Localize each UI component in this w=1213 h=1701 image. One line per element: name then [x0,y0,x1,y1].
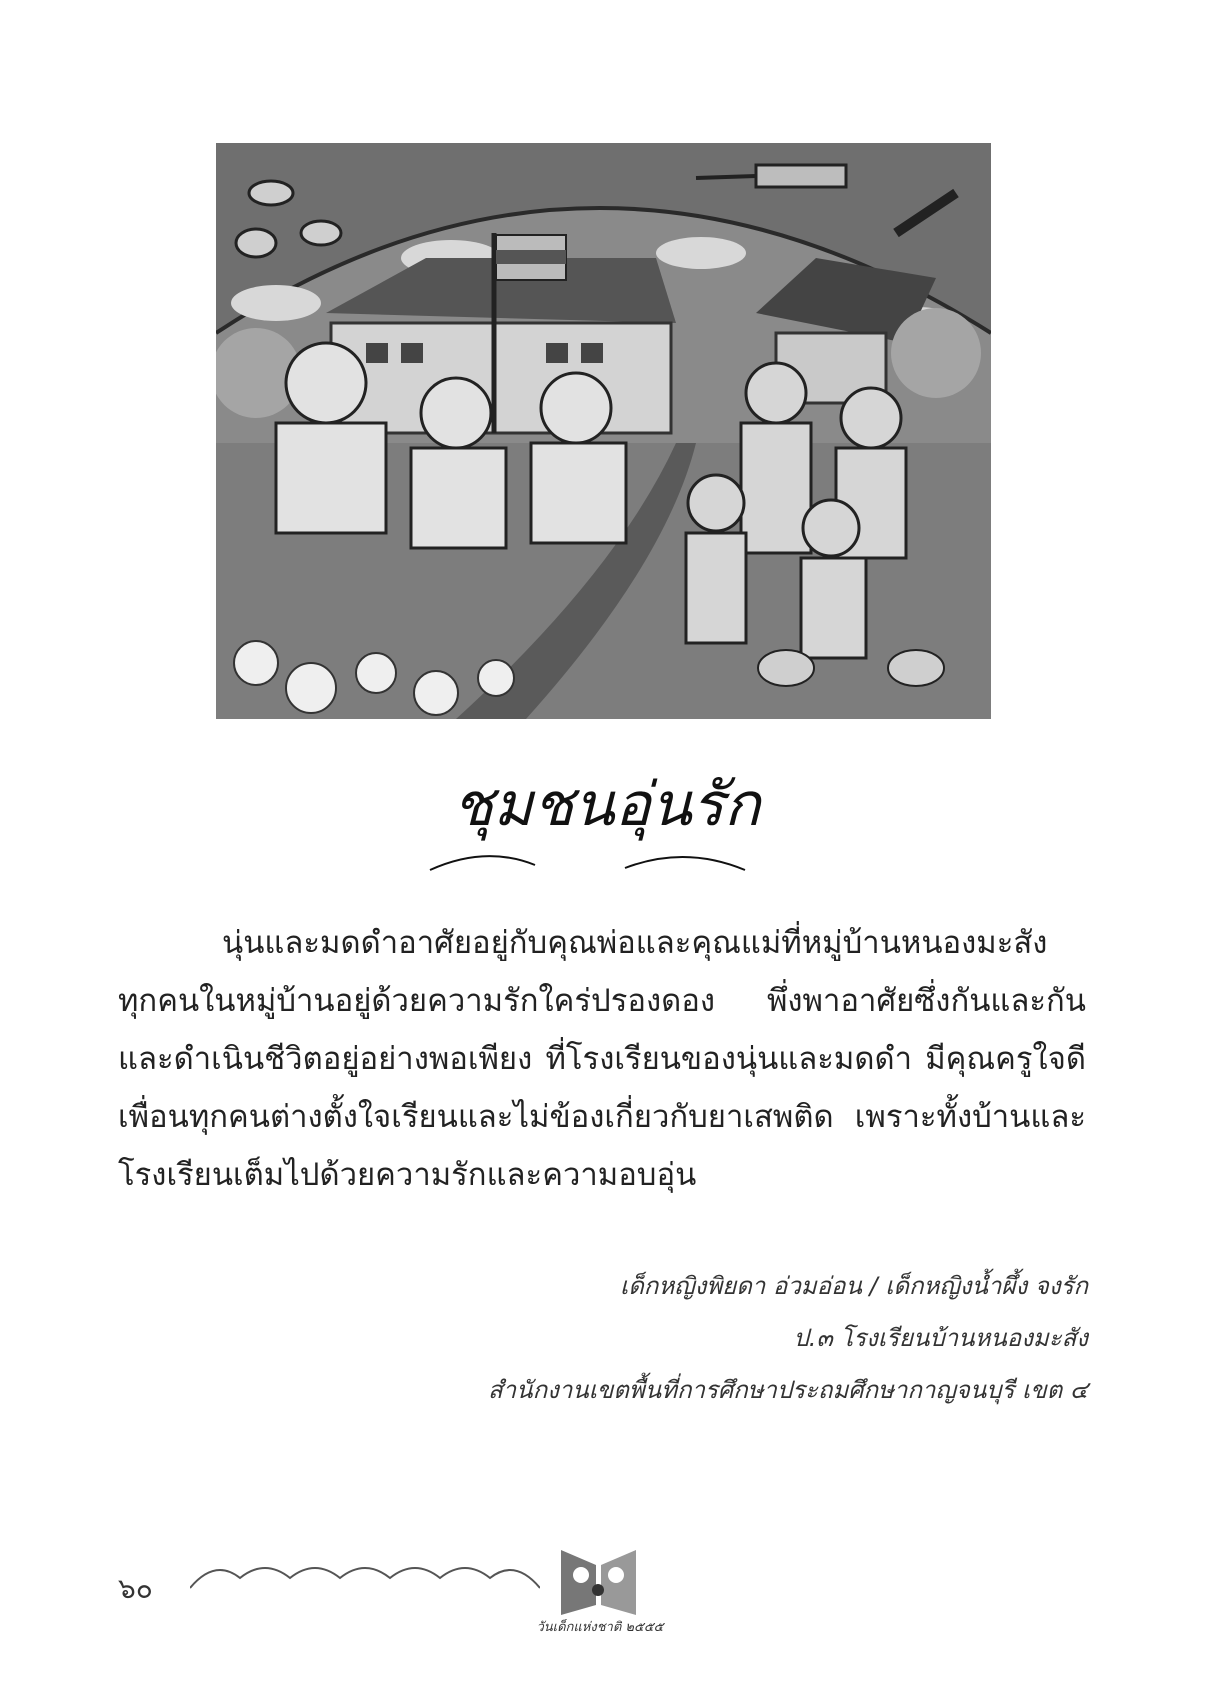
story-paragraph: นุ่นและมดดำอาศัยอยู่กับคุณพ่อและคุณแม่ที่หมู่บ้านหนองมะสัง ทุกคนในหมู่บ้านอยู่ด้วยความรักใคร่ปรองดอง พึ่งพาอาศัยซึ่งกันและกัน และดำเนินชีวิตอยู่อย่างพอเพียง ที่โรงเรียนของนุ่นและมดดำ มีคุณครูใจดี เพื่อนทุกคนต่างตั้งใจเรียนและไม่ข้องเกี่ยวกับยาเสพติด เพราะทั้งบ้านและโรงเรียนเต็มไปด้วยความรักและความอบอุ่น [118,925,1086,1193]
title-swash-decoration [425,840,755,880]
illustration [216,143,991,719]
page-number: ๖๐ [118,1572,153,1605]
logo-caption: วันเด็กแห่งชาติ ๒๕๕๕ [536,1620,664,1635]
scallop-decoration [190,1558,540,1598]
children-day-logo-icon [556,1545,641,1617]
story-body [118,914,1086,1204]
credits [488,1260,1088,1416]
credit-office: สำนักงานเขตพื้นที่การศึกษาประถมศึกษากาญจนบุรี เขต ๔ [488,1376,1088,1404]
credit-authors: เด็กหญิงพิยดา อ่วมอ่อน / เด็กหญิงน้ำผึ้ง จงรัก [620,1272,1088,1300]
story-title: ชุมชนอุ่นรัก [452,770,761,840]
childrens-drawing-icon [216,143,991,719]
credit-school: ป.๓ โรงเรียนบ้านหนองมะสัง [793,1324,1088,1352]
